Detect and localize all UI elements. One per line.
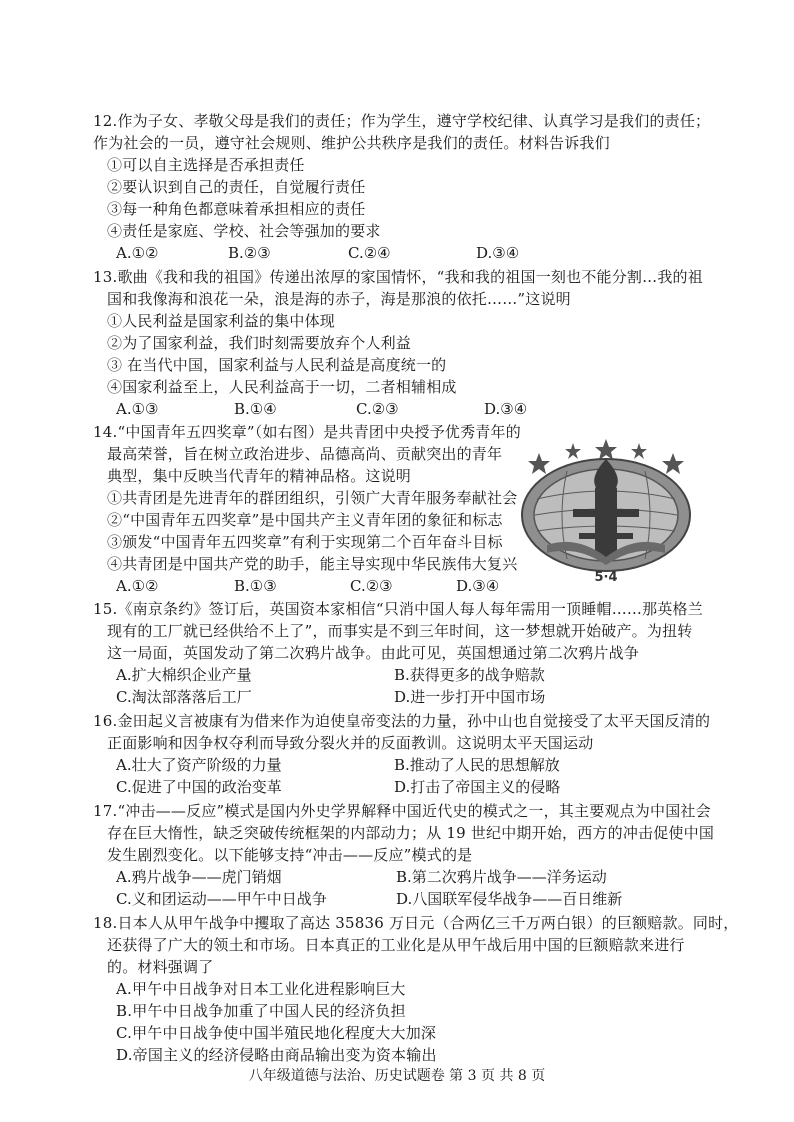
q14-stem-line-3: 典型，集中反映当代青年的精神品格。这说明 [107, 467, 412, 485]
youth-may-fourth-medal-image [517, 425, 695, 585]
q13-option-d[interactable]: D.③④ [484, 400, 528, 418]
q15-options-row-1 [116, 664, 756, 686]
q15-stem-line-1: 15.《南京条约》签订后，英国资本家相信“只消中国人每人每年需用一顶睡帽……那英格兰 [93, 600, 703, 618]
q16-option-c[interactable]: C.促进了中国的政治变革 [116, 778, 282, 796]
q14-statement-2: ②“中国青年五四奖章”是中国共产主义青年团的象征和标志 [107, 511, 503, 529]
q13-option-b[interactable]: B.①④ [234, 400, 277, 418]
q13-statement-3: ③ 在当代中国，国家利益与人民利益是高度统一的 [107, 356, 447, 374]
q13-statement-4: ④国家利益至上，人民利益高于一切，二者相辅相成 [107, 378, 457, 396]
q18-option-a[interactable]: A.甲午中日战争对日本工业化进程影响巨大 [116, 980, 406, 998]
q12-statement-4: ④责任是家庭、学校、社会等强加的要求 [107, 222, 381, 240]
q14-option-b[interactable]: B.①③ [234, 577, 277, 595]
q18-stem-line-1: 18.日本人从甲午战争中攫取了高达 35836 万日元（合两亿三千万两白银）的巨额赔款。同时， [93, 914, 739, 932]
q15-option-b[interactable]: B.获得更多的战争赔款 [394, 666, 545, 684]
q18-option-b[interactable]: B.甲午中日战争加重了中国人民的经济负担 [116, 1002, 406, 1020]
q15-stem-line-2: 现有的工厂就已经供给不上了”，而事实是不到三年时间，这一梦想就开始破产。为扭转 [107, 622, 693, 640]
q14-option-c[interactable]: C.②③ [350, 577, 393, 595]
q13-options [116, 398, 756, 420]
q12-stem-line-2: 作为社会的一员，遵守社会规则、维护公共秩序是我们的责任。材料告诉我们 [93, 134, 610, 152]
q17-option-b[interactable]: B.第二次鸦片战争——洋务运动 [396, 868, 607, 886]
medal-label: 5·4 [594, 570, 618, 585]
q12-option-b[interactable]: B.②③ [228, 244, 271, 262]
q12-option-c[interactable]: C.②④ [348, 244, 391, 262]
q17-option-a[interactable]: A.鸦片战争——虎门销烟 [116, 868, 282, 886]
q14-option-a[interactable]: A.①② [116, 577, 159, 595]
q18-option-d[interactable]: D.帝国主义的经济侵略由商品输出变为资本输出 [116, 1046, 437, 1064]
q17-stem-line-1: 17.“冲击——反应”模式是国内外史学界解释中国近代史的模式之一，其主要观点为中国社会 [93, 802, 711, 820]
q17-stem-line-3: 发生剧烈变化。以下能够支持“冲击——反应”模式的是 [107, 846, 473, 864]
q18-stem-line-2: 还获得了广大的领土和市场。日本真正的工业化是从甲午战后用中国的巨额赔款来进行 [107, 936, 685, 954]
q15-options-row-2 [116, 686, 756, 708]
q17-options-row-2 [116, 888, 756, 910]
q14-stem-line-1: 14.“中国青年五四奖章”（如右图）是共青团中央授予优秀青年的 [93, 423, 521, 441]
q13-statement-1: ①人民利益是国家利益的集中体现 [107, 312, 336, 330]
q12-option-a[interactable]: A.①② [116, 244, 159, 262]
q12-statement-3: ③每一种角色都意味着承担相应的责任 [107, 200, 366, 218]
q16-option-a[interactable]: A.壮大了资产阶级的力量 [116, 756, 282, 774]
q14-statement-3: ③颁发“中国青年五四奖章”有利于实现第二个百年奋斗目标 [107, 533, 503, 551]
q13-statement-2: ②为了国家利益，我们时刻需要放弃个人利益 [107, 334, 412, 352]
q13-stem-line-2: 国和我像海和浪花一朵，浪是海的赤子，海是那浪的依托……”这说明 [107, 290, 571, 308]
q14-statement-4: ④共青团是中国共产党的助手，能主导实现中华民族伟大复兴 [107, 555, 518, 573]
q15-stem-line-3: 这一局面，英国发动了第二次鸦片战争。由此可见，英国想通过第二次鸦片战争 [107, 644, 640, 662]
q18-stem-line-3: 的。材料强调了 [107, 958, 214, 976]
q16-stem-line-2: 正面影响和因争权夺利而导致分裂火并的反面教训。这说明太平天国运动 [107, 734, 594, 752]
q12-statement-1: ①可以自主选择是否承担责任 [107, 156, 305, 174]
q13-stem-line-1: 13.歌曲《我和我的祖国》传递出浓厚的家国情怀，“我和我的祖国一刻也不能分割…我的祖 [93, 268, 703, 286]
q12-options [116, 242, 756, 264]
q16-stem-line-1: 16.金田起义言被康有为借来作为迫使皇帝变法的力量，孙中山也自觉接受了太平天国反清的 [93, 712, 711, 730]
q18-option-c[interactable]: C.甲午中日战争使中国半殖民地化程度大大加深 [116, 1024, 437, 1042]
q15-option-d[interactable]: D.进一步打开中国市场 [394, 688, 546, 706]
q17-stem-line-2: 存在巨大惰性，缺乏突破传统框架的内部动力；从 19 世纪中期开始，西方的冲击促使中国 [107, 824, 715, 842]
q16-options-row-1 [116, 754, 756, 776]
q16-option-d[interactable]: D.打击了帝国主义的侵略 [394, 778, 561, 796]
q17-options-row-1 [116, 866, 756, 888]
q13-option-a[interactable]: A.①③ [116, 400, 159, 418]
q16-options-row-2 [116, 776, 756, 798]
page-footer: 八年级道德与法治、历史试题卷 第 3 页 共 8 页 [248, 1068, 546, 1084]
q17-option-d[interactable]: D.八国联军侵华战争——百日维新 [396, 890, 623, 908]
q12-statement-2: ②要认识到自己的责任，自觉履行责任 [107, 178, 366, 196]
q15-option-a[interactable]: A.扩大棉织企业产量 [116, 666, 252, 684]
q12-stem-line-1: 12.作为子女、孝敬父母是我们的责任；作为学生，遵守学校纪律、认真学习是我们的责任； [93, 112, 711, 130]
q17-option-c[interactable]: C.义和团运动——甲午中日战争 [116, 890, 327, 908]
q12-option-d[interactable]: D.③④ [476, 244, 520, 262]
q15-option-c[interactable]: C.淘汰部落落后工厂 [116, 688, 252, 706]
q14-statement-1: ①共青团是先进青年的群团组织，引领广大青年服务奉献社会 [107, 489, 518, 507]
q14-option-d[interactable]: D.③④ [456, 577, 500, 595]
q16-option-b[interactable]: B.推动了人民的思想解放 [394, 756, 560, 774]
q13-option-c[interactable]: C.②③ [356, 400, 399, 418]
q14-stem-line-2: 最高荣誉，旨在树立政治进步、品德高尚、贡献突出的青年 [107, 445, 503, 463]
